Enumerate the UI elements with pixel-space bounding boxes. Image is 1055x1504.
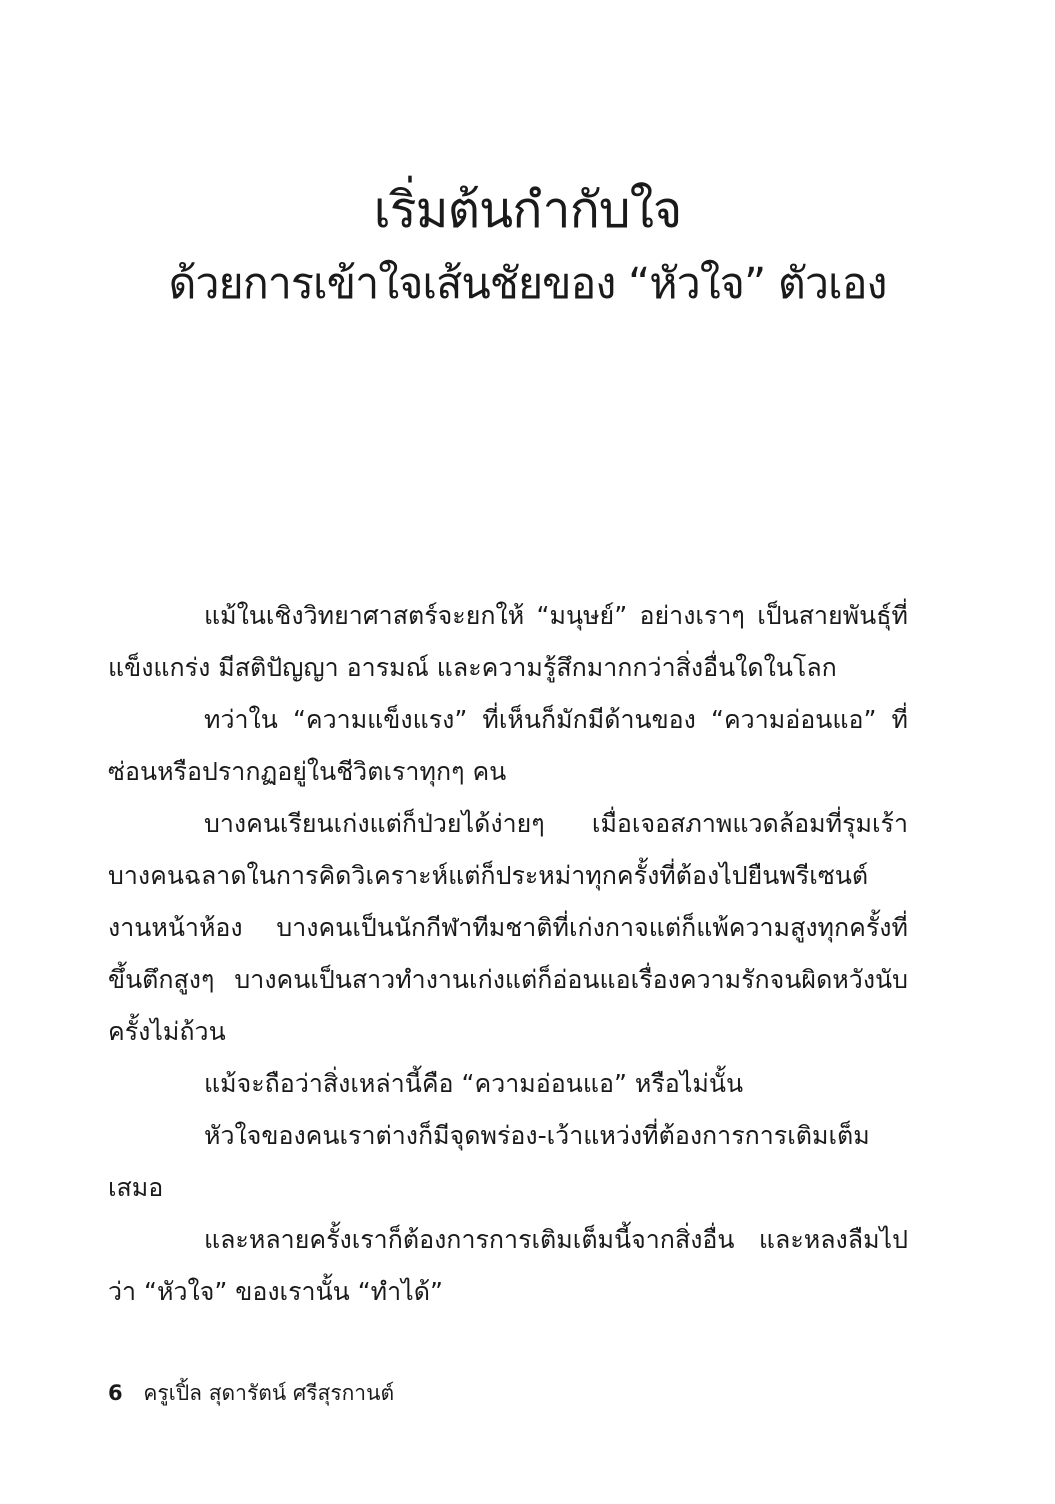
paragraph: ทว่าใน “ความแข็งแรง” ที่เห็นก็มักมีด้านของ “ความอ่อนแอ” ที่ซ่อนหรือปรากฏอยู่ในชีวิตเราทุกๆ คน: [108, 705, 908, 786]
paragraph: และหลายครั้งเราก็ต้องการการเติมเต็มนี้จากสิ่งอื่น และหลงลืมไปว่า “หัวใจ” ของเรานั้น “ทำได้”: [108, 1225, 908, 1306]
chapter-title: [0, 178, 1055, 314]
page-number: 6: [108, 1381, 123, 1405]
paragraph: บางคนเรียนเก่งแต่ก็ป่วยได้ง่ายๆ เมื่อเจอสภาพแวดล้อมที่รุมเร้า บางคนฉลาดในการคิดวิเคราะห์แต่ก็ประหม่าทุกครั้งที่ต้องไปยืนพรีเซนต์งานหน้าห้อง บางคนเป็นนักกีฬาทีมชาติที่เก่งกาจแต่ก็แพ้ความสูงทุกครั้งที่ขึ้นตึกสูงๆ บางคนเป็นสาวทำงานเก่งแต่ก็อ่อนแอเรื่องความรักจนผิดหวังนับครั้งไม่ถ้วน: [108, 809, 908, 1046]
paragraph: แม้ในเชิงวิทยาศาสตร์จะยกให้ “มนุษย์” อย่างเราๆ เป็นสายพันธุ์ที่แข็งแกร่ง มีสติปัญญา อารมณ์ และความรู้สึกมากกว่าสิ่งอื่นใดในโลก: [108, 601, 908, 682]
paragraph: แม้จะถือว่าสิ่งเหล่านี้คือ “ความอ่อนแอ” หรือไม่นั้น: [204, 1069, 744, 1098]
author-name: ครูเปิ้ล สุดารัตน์ ศรีสุรกานต์: [143, 1381, 395, 1405]
chapter-title-line-2: ด้วยการเข้าใจเส้นชัยของ “หัวใจ” ตัวเอง: [168, 259, 887, 309]
body-text: [108, 590, 908, 1318]
paragraph: หัวใจของคนเราต่างก็มีจุดพร่อง-เว้าแหว่งที่ต้องการการเติมเต็มเสมอ: [108, 1121, 870, 1202]
page-footer: [108, 1378, 394, 1408]
chapter-title-line-1: เริ่มต้นกำกับใจ: [373, 181, 682, 239]
